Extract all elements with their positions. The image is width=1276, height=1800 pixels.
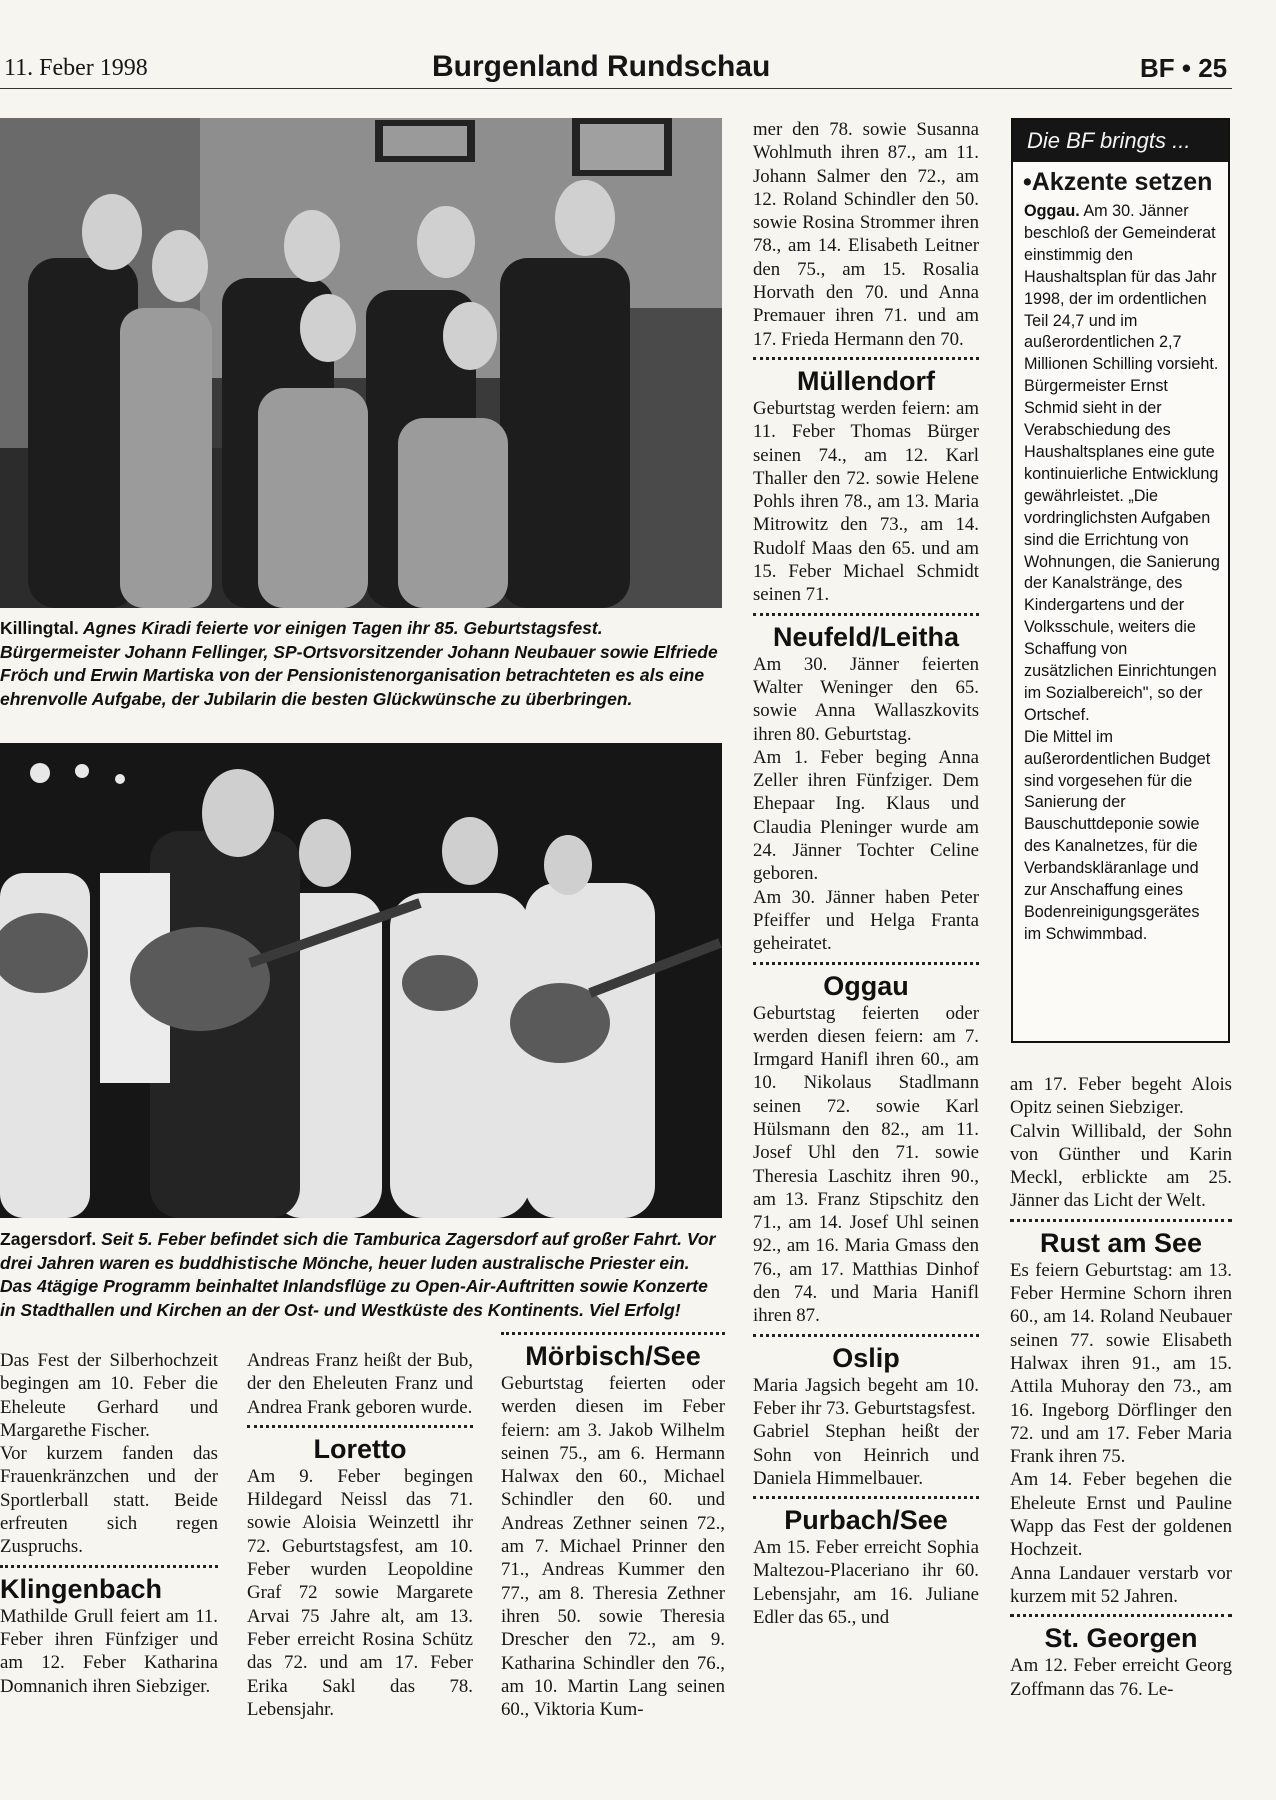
- oggau-text: Geburtstag feierten oder werden diesen feiern: am 7. Irmgard Hanifl ihren 60., am 10. Nikolaus Stadlmann seinen 72. sowie Karl Hülsmann den 82., am 11. Josef Uhl den 71. sowie Theresia Laschitz ihren 90., am 13. Franz Stipschitz den 71., am 14. Josef Uhl seinen 92., am 16. Maria Gmass den 76., am 17. Matthias Dinhof den 74. und Maria Hanifl ihren 87.: [753, 1002, 979, 1327]
- page-number: BF • 25: [1140, 53, 1228, 83]
- section-separator: [1010, 1614, 1232, 1618]
- section-separator: [753, 1334, 979, 1338]
- info-box-text-1: Am 30. Jänner beschloß der Gemeinderat einstimmig den Haushaltsplan für das Jahr 1998, der im ordentlichen Teil 24,7 und im außerordentlichen 2,7 Millionen Schilling vorsieht.: [1024, 202, 1219, 374]
- column-3: [753, 118, 979, 1790]
- loretto-text: Am 9. Feber begingen Hildegard Neissl das 71. sowie Aloisia Weinzettl ihr 72. Geburtstagsfest, am 10. Feber wurden Leopoldine Graf 72 sowie Margarete Arvai 75 Jahre alt, am 13. Feber erreicht Rosina Schütz das 72. und am 17. Feber Erika Sakl das 78. Lebensjahr.: [247, 1465, 473, 1720]
- section-separator: [753, 1496, 979, 1500]
- section-separator: [0, 1565, 218, 1569]
- caption-killingtal-place: Killingtal.: [0, 618, 79, 638]
- caption-zagersdorf-place: Zagersdorf.: [0, 1229, 97, 1249]
- heading-rust: Rust am See: [1039, 1227, 1203, 1258]
- rust-text-1: Es feiern Geburtstag: am 13. Feber Hermine Schorn ihren 60., am 14. Roland Neubauer seinen 77. sowie Elisabeth Halwax ihren 91., am 15. Attila Muhoray den 73., am 16. Ingeborg Dörflinger den 72. und am 17. Feber Maria Frank ihren 75.: [1010, 1259, 1232, 1468]
- neufeld-text-2: Am 1. Feber beging Anna Zeller ihren Fünfziger. Dem Ehepaar Ing. Klaus und Claudia Pleninger wurde am 24. Jänner Tochter Celine geboren.: [753, 746, 979, 885]
- column-bottom-1: [0, 1349, 218, 1789]
- heading-moerbisch: Mörbisch/See: [525, 1341, 701, 1371]
- heading-loretto: Loretto: [313, 1433, 407, 1464]
- heading-oslip: Oslip: [832, 1342, 900, 1373]
- heading-klingenbach: Klingenbach: [0, 1573, 163, 1604]
- section-separator: [753, 357, 979, 361]
- moerbisch-continued-text: mer den 78. sowie Susanna Wohlmuth ihren 87., am 11. Johann Salmer den 72., am 12. Roland Schindler den 50. sowie Rosina Strommer ihren 78., am 14. Elisabeth Leitner den 75., am 15. Rosalia Horvath den 70. und Anna Premauer ihren 71. und am 17. Frieda Hermann den 70.: [753, 119, 979, 350]
- info-box-text-3: Die Mittel im außerordentlichen Budget sind vorgesehen für die Sanierung der Bauschuttdeponie sowie des Kanalnetzes, für die Verbandskläranlage und zur Anschaffung eines Bodenreinigungsgerätes im Schwimmbad.: [1024, 727, 1211, 943]
- photo-tamburica-ensemble: [0, 743, 722, 1218]
- rust-text-3: Anna Landauer verstarb vor kurzem mit 52 Jahren.: [1010, 1562, 1232, 1607]
- muellendorf-text: Geburtstag werden feiern: am 11. Feber Thomas Bürger seinen 74., am 12. Karl Thaller den 72. sowie Helene Pohls ihren 78., am 13. Maria Mitrowitz den 73., am 14. Rudolf Maas den 65. und am 15. Feber Michael Schmidt seinen 71.: [753, 397, 979, 606]
- silver-wedding-text: Das Fest der Silberhochzeit begingen am 10. Feber die Eheleute Gerhard und Margarethe Fischer.: [0, 1350, 218, 1441]
- info-box-body: [1013, 201, 1228, 946]
- purbach-continued-text: am 17. Feber begeht Alois Opitz seinen Siebziger.: [1010, 1074, 1232, 1119]
- section-separator: [753, 613, 979, 617]
- neufeld-text-3: Am 30. Jänner haben Peter Pfeiffer und Helga Franta geheiratet.: [753, 886, 979, 955]
- info-box-place: Oggau.: [1024, 202, 1080, 220]
- column-bottom-2: [247, 1349, 473, 1789]
- caption-zagersdorf-text: Seit 5. Feber befindet sich die Tamburica Zagersdorf auf großer Fahrt. Vor drei Jahren waren es buddhistische Mönche, heuer luden australische Priester ein. Das 4tägige Programm beinhaltet Inlandsflüge zu Open-Air-Auftritten sowie Konzerte in Stadthallen und Kirchen an der Ost- und Westküste des Kontinents. Viel Erfolg!: [0, 1229, 716, 1320]
- heading-neufeld: Neufeld/Leitha: [772, 621, 960, 652]
- heading-muellendorf: Müllendorf: [797, 365, 935, 396]
- section-separator: [247, 1425, 473, 1429]
- column-4: [1010, 1073, 1232, 1790]
- heading-oggau: Oggau: [823, 970, 909, 1001]
- section-separator: [501, 1332, 725, 1336]
- photo-birthday-group: [0, 118, 722, 608]
- newspaper-title: Burgenland Rundschau: [432, 50, 771, 83]
- heading-st-georgen: St. Georgen: [1044, 1623, 1198, 1654]
- header-rule: [0, 88, 1232, 89]
- purbach-birth-text: Calvin Willibald, der Sohn von Günther und Karin Meckl, erblickte am 25. Jänner das Licht der Welt.: [1010, 1120, 1232, 1212]
- section-separator: [1010, 1219, 1232, 1223]
- info-box-text-2: Bürgermeister Ernst Schmid sieht in der Verabschiedung des Haushaltsplanes eine gute kontinuierliche Entwicklung gewährleistet. „Die vordringlichsten Aufgaben sind die Errichtung von Wohnungen, die Sanierung der Kanalstränge, des Kindergartens und der Volksschule, weiters die Schaffung von zusätzlichen Einrichtungen im Sozialbereich", so der Ortschef.: [1024, 377, 1220, 724]
- info-box-heading: •Akzente setzen: [1023, 168, 1213, 196]
- photo-birthday-group-image: [0, 118, 722, 608]
- photo-tamburica-ensemble-image: [0, 743, 722, 1218]
- ball-text: Vor kurzem fanden das Frauenkränzchen und der Sportlerball statt. Beide erfreuten sich regen Zuspruchs.: [0, 1443, 218, 1558]
- rust-text-2: Am 14. Feber begehen die Eheleute Ernst und Pauline Wapp das Fest der goldenen Hochzeit.: [1010, 1469, 1232, 1561]
- column-bottom-3: [501, 1326, 725, 1789]
- st-georgen-text: Am 12. Feber erreicht Georg Zoffmann das 76. Le-: [1010, 1655, 1232, 1700]
- neufeld-text-1: Am 30. Jänner feierten Walter Weninger den 65. sowie Anna Wallaszkovits ihren 80. Geburtstag.: [753, 653, 979, 745]
- heading-purbach: Purbach/See: [784, 1505, 948, 1536]
- purbach-text: Am 15. Feber erreicht Sophia Maltezou-Placeriano ihr 60. Lebensjahr, am 16. Juliane Edler das 65., und: [753, 1537, 979, 1629]
- birth-text: Andreas Franz heißt der Bub, der den Eheleuten Franz und Andrea Frank geboren wurde.: [247, 1350, 473, 1418]
- caption-zagersdorf: [0, 1228, 724, 1322]
- moerbisch-text: Geburtstag feierten oder werden diesen im Feber feiern: am 3. Jakob Wilhelm seinen 75., am 6. Hermann Halwax den 60., Michael Schindler den 60. und Andreas Zethner seinen 72., am 7. Michael Prinner den 71., Andreas Kummer den 77., am 8. Theresia Zethner ihren 50. sowie Theresia Drescher den 72., am 9. Katharina Schindler den 76., am 10. Martin Lang seinen 60., Viktoria Kum-: [501, 1373, 725, 1721]
- oslip-text-2: Gabriel Stephan heißt der Sohn von Heinrich und Daniela Himmelbauer.: [753, 1421, 979, 1489]
- info-box-title: Die BF bringts ...: [1013, 120, 1228, 162]
- oslip-text-1: Maria Jagsich begeht am 10. Feber ihr 73. Geburtstagsfest.: [753, 1374, 979, 1419]
- caption-killingtal: [0, 617, 724, 711]
- info-box: [1011, 118, 1230, 1043]
- caption-killingtal-text: Agnes Kiradi feierte vor einigen Tagen ihr 85. Geburtstagsfest. Bürgermeister Johann Fellinger, SP-Ortsvorsitzender Johann Neubauer sowie Elfriede Fröch und Erwin Martiska von der Pensionistenorganisation betrachteten es als eine ehrenvolle Aufgabe, der Jubilarin die besten Glückwünsche zu überbringen.: [0, 618, 718, 709]
- issue-date: 11. Feber 1998: [4, 55, 148, 81]
- section-separator: [753, 962, 979, 966]
- klingenbach-text: Mathilde Grull feiert am 11. Feber ihren Fünfziger und am 12. Feber Katharina Domnanich ihren Siebziger.: [0, 1605, 218, 1697]
